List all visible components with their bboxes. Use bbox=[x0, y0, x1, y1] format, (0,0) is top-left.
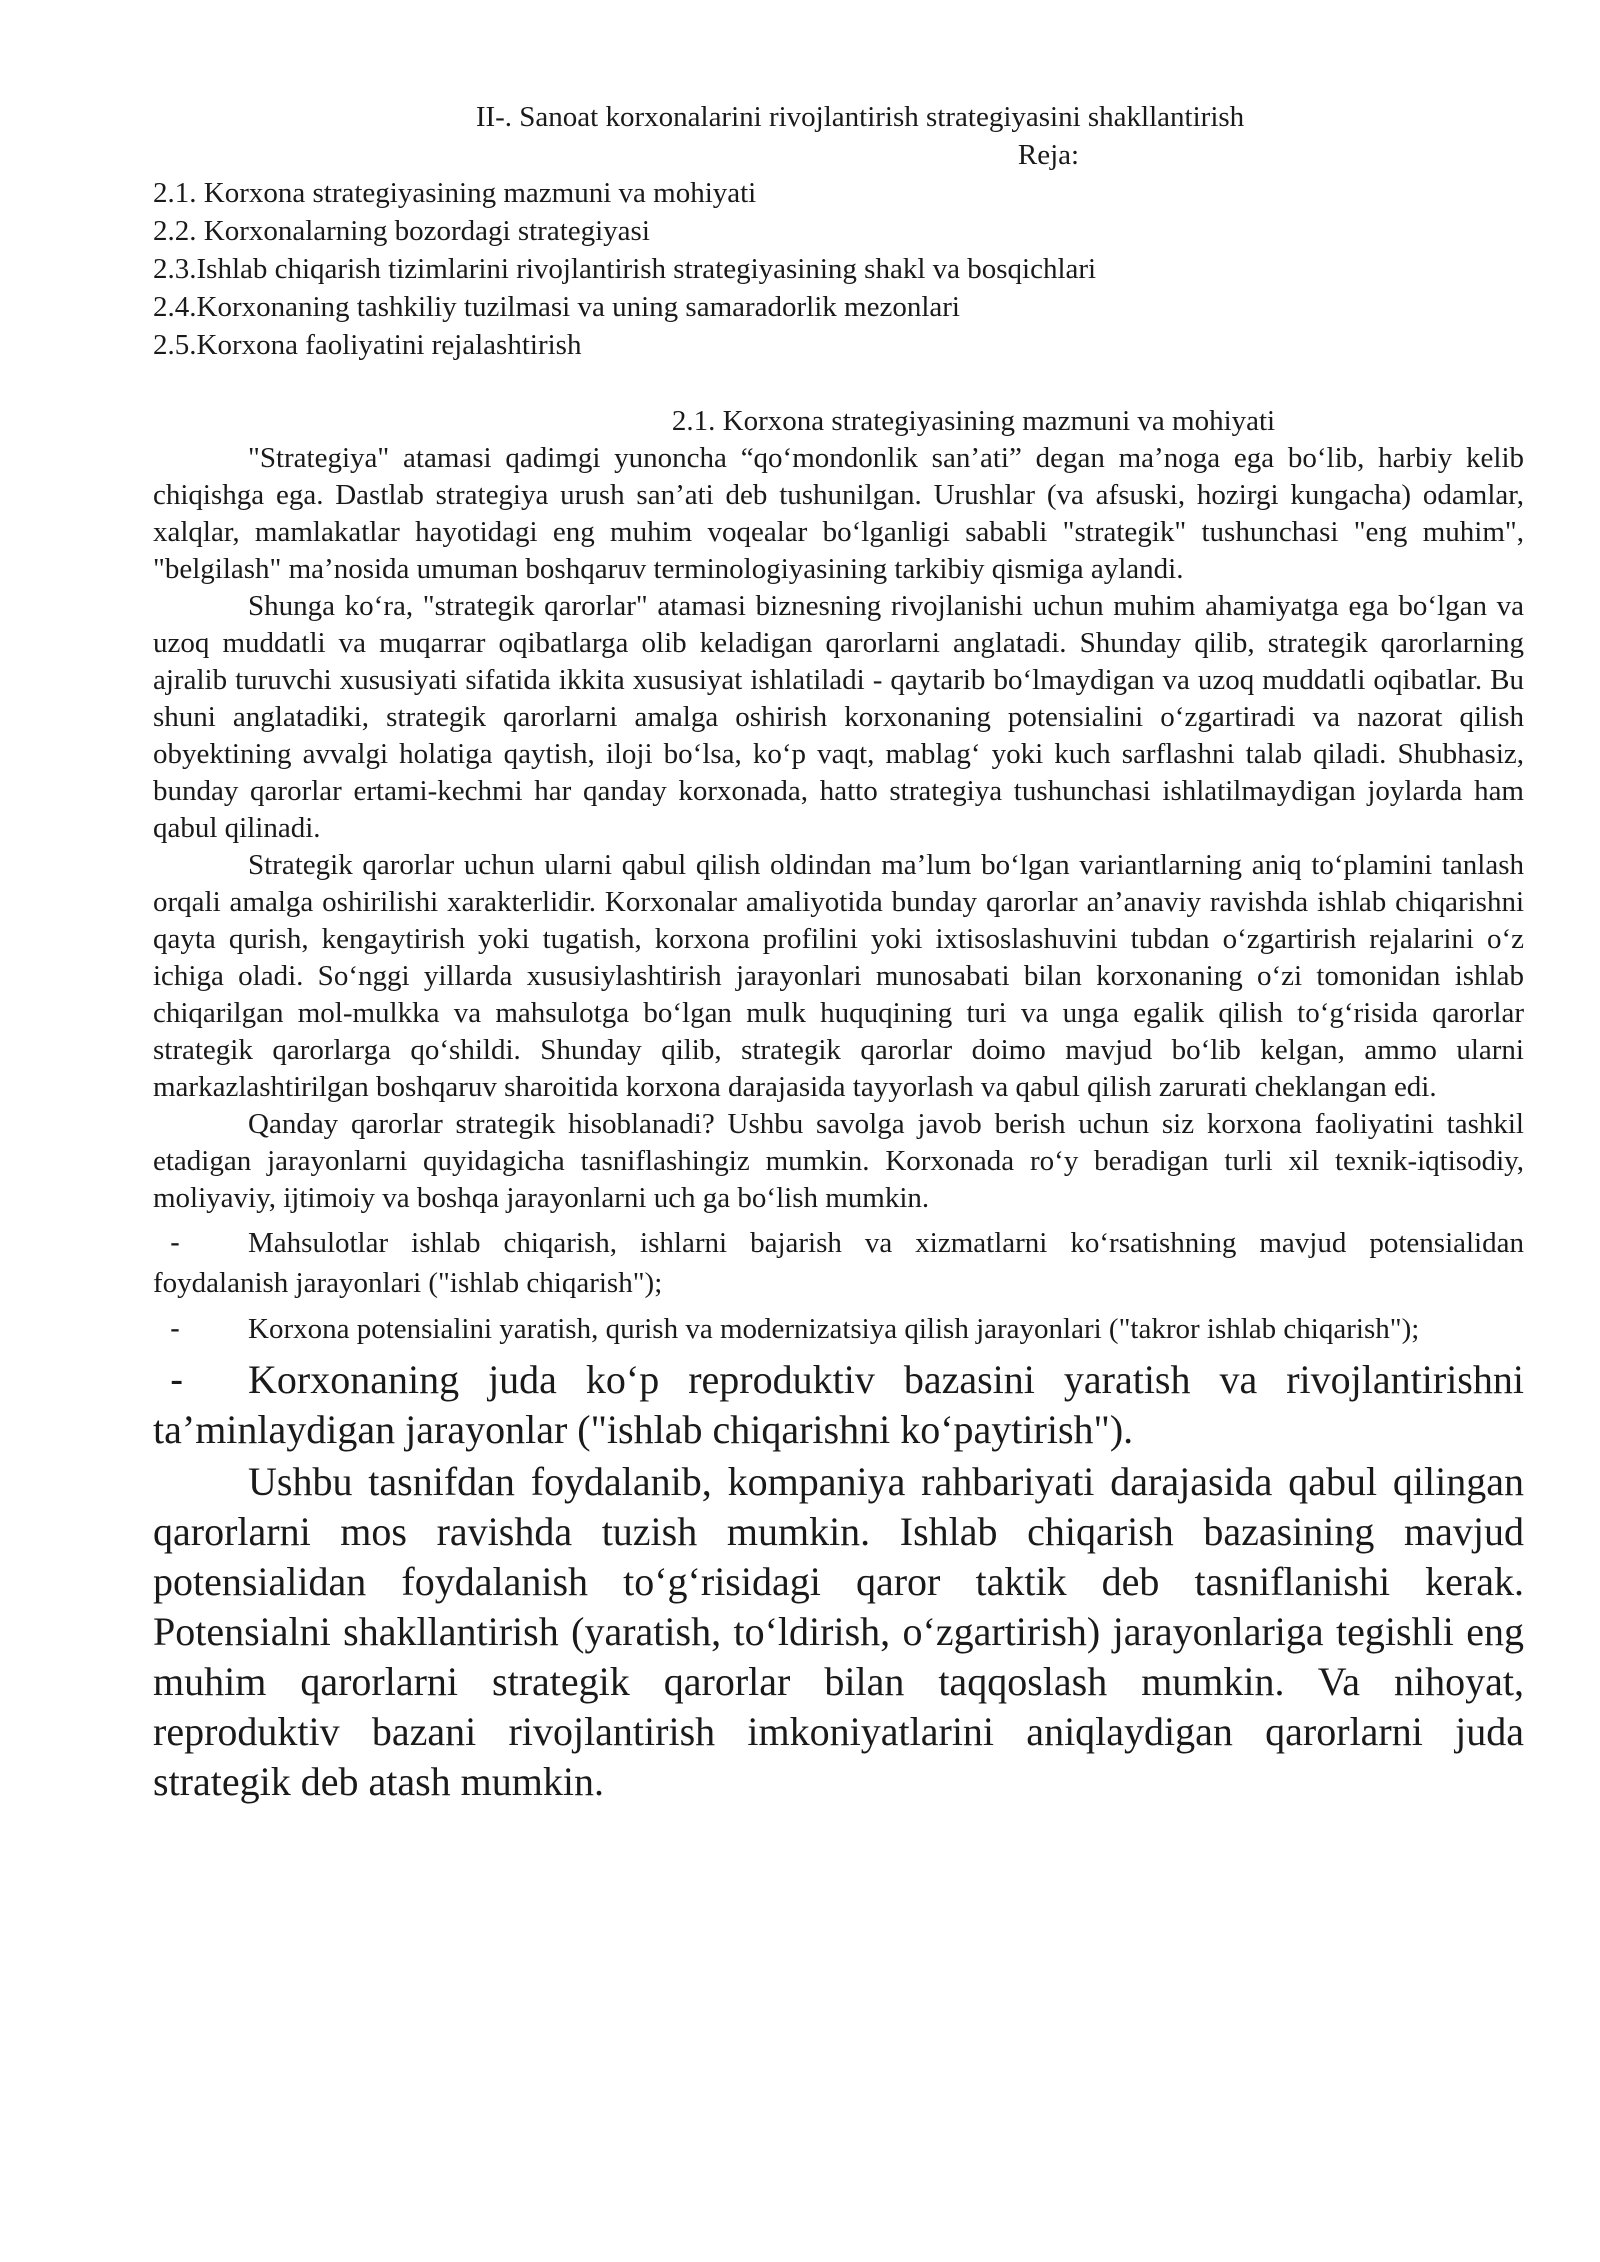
bullet-text: Korxona potensialini yaratish, qurish va modernizatsiya qilish jarayonlari ("takror ishlab chiqarish"); bbox=[248, 1313, 1420, 1345]
bullet-text: Mahsulotlar ishlab chiqarish, ishlarni bajarish va xizmatlarni ko‘rsatishning mavjud potensialidan foydalanish jarayonlari ("ishlab chiqarish"); bbox=[153, 1227, 1524, 1299]
plan-item: 2.4.Korxonaning tashkiliy tuzilmasi va uning samaradorlik mezonlari bbox=[153, 291, 960, 323]
plan-list bbox=[153, 174, 1524, 364]
chapter-title: II-. Sanoat korxonalarini rivojlantirish strategiyasini shakllantirish bbox=[475, 101, 1245, 133]
bullet-item bbox=[153, 1223, 1524, 1303]
paragraph: Strategik qarorlar uchun ularni qabul qilish oldindan ma’lum bo‘lgan variantlarning aniq to‘plamini tanlash orqali amalga oshirilishi xarakterlidir. Korxonalar amaliyotida bunday qarorlar an’anaviy ravishda ishlab chiqarishni qayta qurish, kengaytirish yoki tugatish, korxona profilini yoki ixtisoslashuvini tubdan o‘zgartirish rejalarini o‘z ichiga oladi. So‘nggi yillarda xususiylashtirish jarayonlari munosabati bilan korxonaning o‘zi tomonidan ishlab chiqarilgan mol-mulkka va mahsulotga bo‘lgan mulk huquqining turi va unga egalik qilish to‘g‘risida qarorlar strategik qarorlarga qo‘shildi. Shunday qilib, strategik qarorlar doimo mavjud bo‘lib kelgan, ammo ularni markazlashtirilgan boshqaruv sharoitida korxona darajasida tayyorlash va qabul qilish zarurati cheklangan edi. bbox=[153, 849, 1524, 1103]
bullet-item bbox=[153, 1309, 1524, 1349]
dash-marker: - bbox=[170, 1358, 184, 1402]
plan-item: 2.5.Korxona faoliyatini rejalashtirish bbox=[153, 329, 582, 361]
paragraph: Shunga ko‘ra, "strategik qarorlar" atamasi biznesning rivojlanishi uchun muhim ahamiyatga ega bo‘lgan va uzoq muddatli va muqarrar oqibatlarga olib keladigan qarorlarni anglatadi. Shunday qilib, strategik qarorlarning ajralib turuvchi xususiyati sifatida ikkita xususiyat ishlatiladi - qaytarib bo‘lmaydigan va uzoq muddatli oqibatlar. Bu shuni anglatadiki, strategik qarorlarni amalga oshirish korxonaning potensialini o‘zgartiradi va nazorat qilish obyektining avvalgi holatiga qaytish, iloji bo‘lsa, ko‘p vaqt, mablag‘ yoki kuch sarflashni talab qiladi. Shubhasiz, bunday qarorlar ertami-kechmi har qanday korxonada, hatto strategiya tushunchasi ishlatilmaydigan joylarda ham qabul qilinadi. bbox=[153, 590, 1524, 844]
plan-label: Reja: bbox=[1017, 139, 1080, 171]
paragraph: Qanday qarorlar strategik hisoblanadi? Ushbu savolga javob berish uchun siz korxona faoliyatini tashkil etadigan jarayonlarni quyidagicha tasniflashingiz mumkin. Korxonada ro‘y beradigan turli xil texnik-iqtisodiy, moliyaviy, ijtimoiy va boshqa jarayonlarni uch ga bo‘lish mumkin. bbox=[153, 1108, 1524, 1214]
closing-paragraph: Ushbu tasnifdan foydalanib, kompaniya rahbariyati darajasida qabul qilingan qarorlarni mos ravishda tuzish mumkin. Ishlab chiqarish bazasining mavjud potensialidan foydalanish to‘g‘risidagi qaror taktik deb tasniflanishi kerak. Potensialni shakllantirish (yaratish, to‘ldirish, o‘zgartirish) jarayonlariga tegishli eng muhim qarorlarni strategik qarorlar bilan taqqoslash mumkin. Va nihoyat, reproduktiv bazani rivojlantirish imkoniyatlarini aniqlaydigan qarorlarni juda strategik deb atash mumkin. bbox=[153, 1459, 1524, 1804]
paragraph: "Strategiya" atamasi qadimgi yunoncha “qo‘mondonlik san’ati” degan ma’noga ega bo‘lib, harbiy kelib chiqishga ega. Dastlab strategiya urush san’ati deb tushunilgan. Urushlar (va afsuski, hozirgi kungacha) odamlar, xalqlar, mamlakatlar hayotidagi eng muhim voqealar bo‘lganligi sababli "strategik" tushunchasi "eng muhim", "belgilash" ma’nosida umuman boshqaruv terminologiyasining tarkibiy qismiga aylandi. bbox=[153, 442, 1524, 585]
bullet-item bbox=[153, 1355, 1524, 1455]
plan-item: 2.1. Korxona strategiyasining mazmuni va mohiyati bbox=[153, 177, 757, 209]
plan-item: 2.3.Ishlab chiqarish tizimlarini rivojlantirish strategiyasining shakl va bosqichlari bbox=[153, 253, 1097, 285]
plan-item: 2.2. Korxonalarning bozordagi strategiyasi bbox=[153, 215, 650, 247]
dash-marker: - bbox=[170, 1226, 180, 1259]
bullet-text: Korxonaning juda ko‘p reproduktiv bazasini yaratish va rivojlantirishni ta’minlaydigan jarayonlar ("ishlab chiqarishni ko‘paytirish"). bbox=[153, 1357, 1524, 1452]
dash-marker: - bbox=[170, 1312, 180, 1345]
section-title: 2.1. Korxona strategiyasining mazmuni va mohiyati bbox=[671, 405, 1276, 437]
